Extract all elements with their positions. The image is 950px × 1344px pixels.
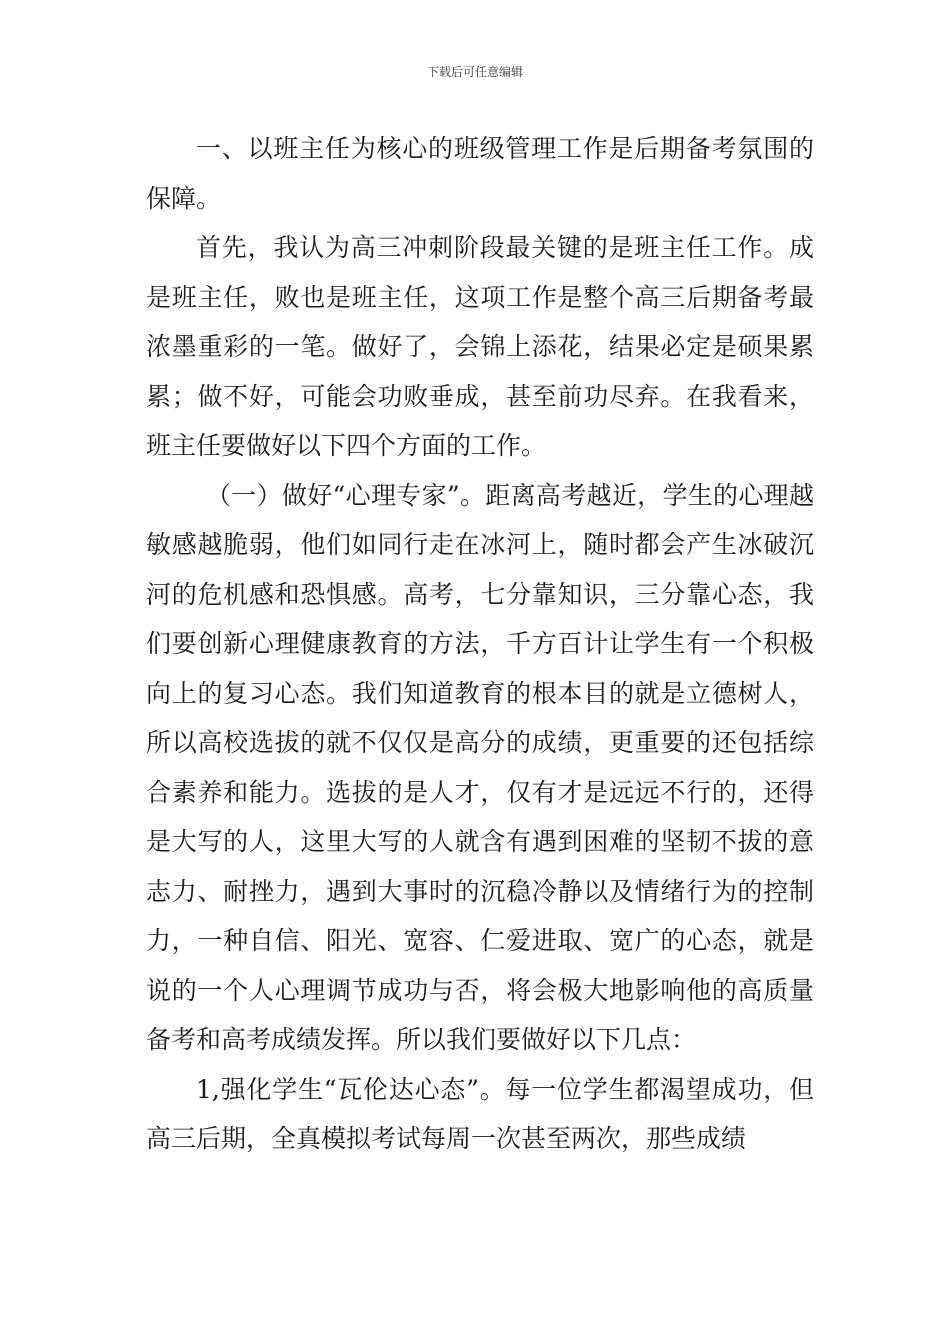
paragraph-intro: 首先，我认为高三冲刺阶段最关键的是班主任工作。成是班主任，败也是班主任，这项工作是整个高三后期备考最浓墨重彩的一笔。做好了，会锦上添花，结果必定是硕果累累；做不好，可能会功败垂成，甚至前功尽弃。在我看来，班主任要做好以下四个方面的工作。 [146, 233, 814, 460]
paragraph-psychology-expert: （一）做好“心理专家”。距离高考越近，学生的心理越敏感越脆弱，他们如同行走在冰河上，随时都会产生冰破沉河的危机感和恐惧感。高考，七分靠知识，三分靠心态，我们要创新心理健康教育的方法，千方百计让学生有一个积极向上的复习心态。我们知道教育的根本目的就是立德树人，所以高校选拔的就不仅仅是高分的成绩，更重要的还包括综合素养和能力。选拔的是人才，仅有才是远远不行的，还得是大写的人，这里大写的人就含有遇到困难的坚韧不拔的意志力、耐挫力，遇到大事时的沉稳冷静以及情绪行为的控制力，一种自信、阳光、宽容、仁爱进取、宽广的心态，就是说的一个人心理调节成功与否，将会极大地影响他的高质量备考和高考成绩发挥。所以我们要做好以下几点： [146, 480, 814, 1054]
page-header: 下载后可任意编辑 [426, 65, 523, 79]
paragraph-section-heading: 一、以班主任为核心的班级管理工作是后期备考氛围的保障。 [146, 134, 814, 213]
document-body [146, 124, 814, 1164]
paragraph-point-1: 1,强化学生“瓦伦达心态”。每一位学生都渴望成功，但高三后期，全真模拟考试每周一次甚至两次，那些成绩 [146, 1074, 814, 1153]
